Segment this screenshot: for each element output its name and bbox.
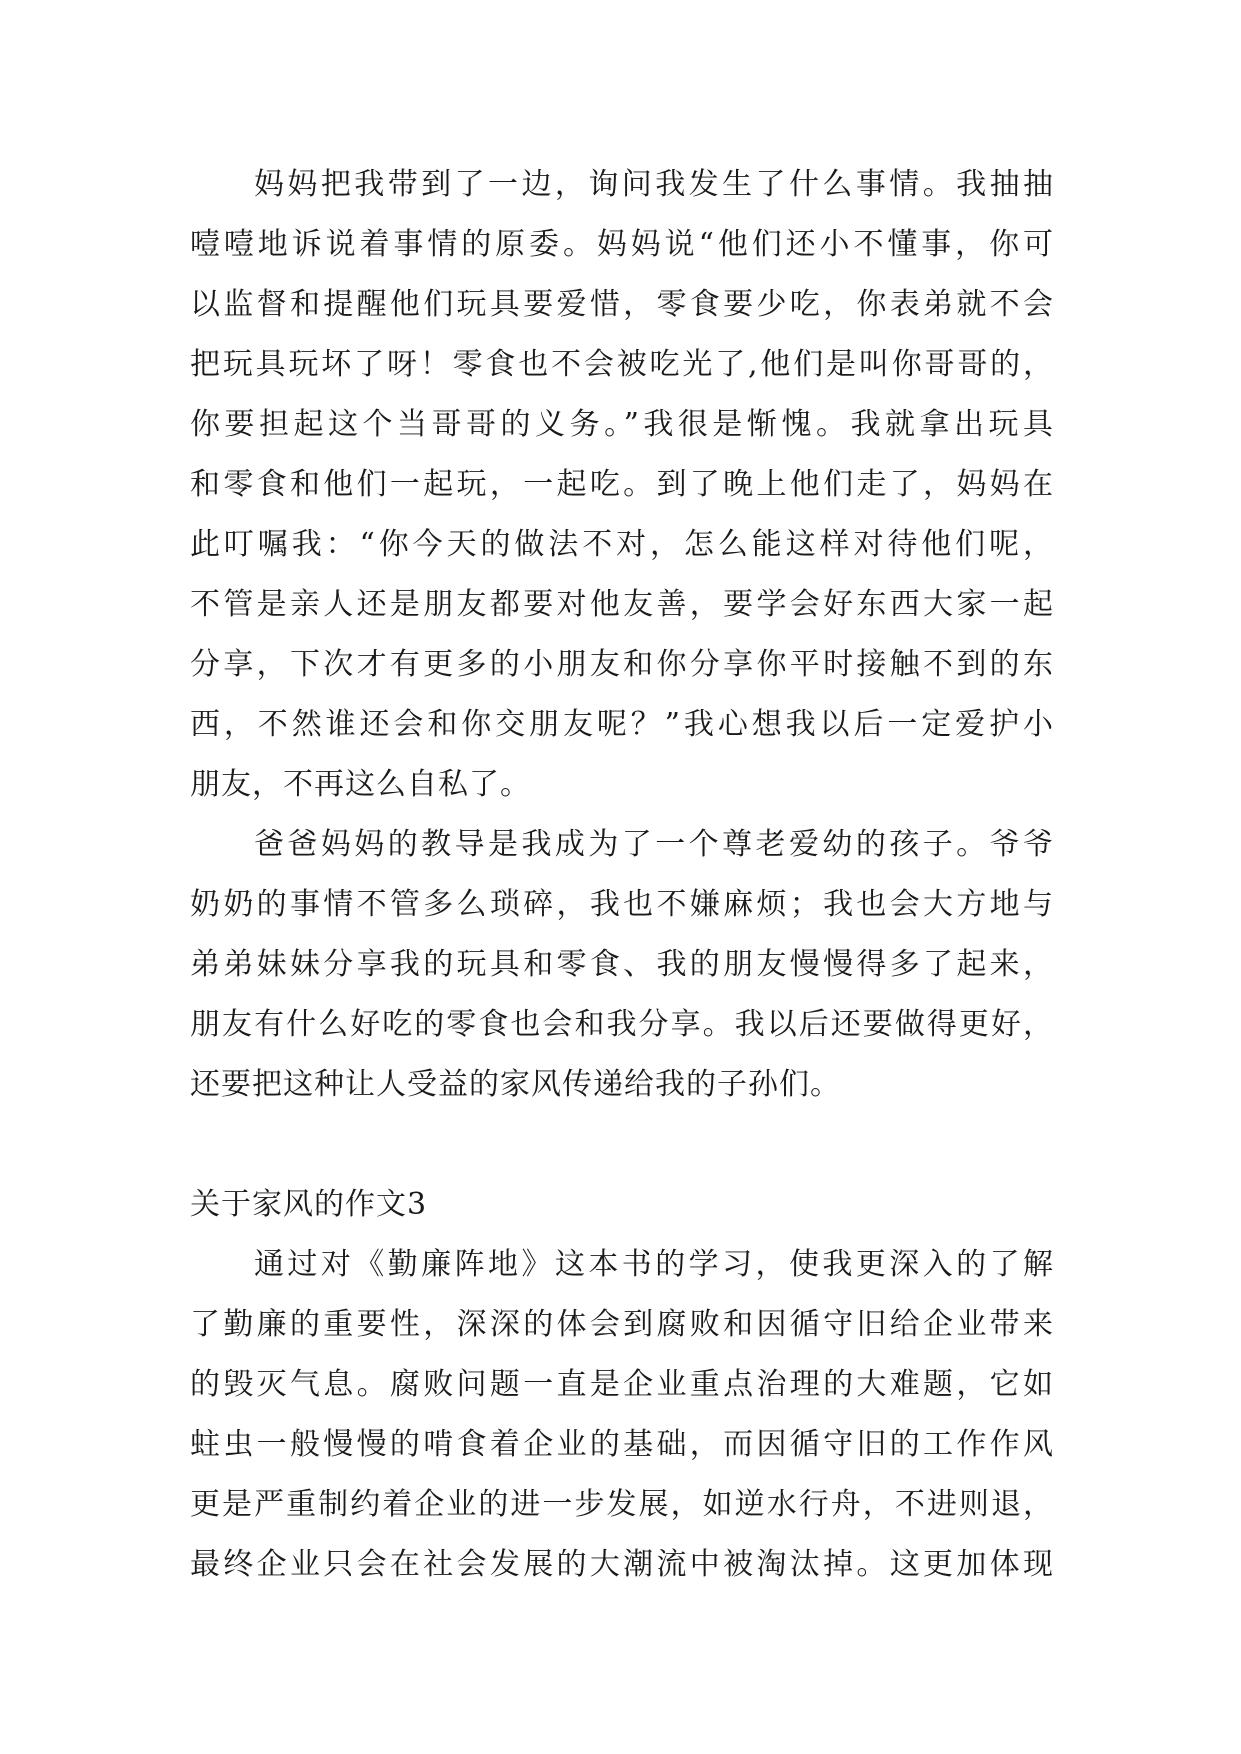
paragraph-line: 还要把这种让人受益的家风传递给我的子孙们。 <box>190 1067 841 1102</box>
paragraph-2 <box>190 815 1054 1115</box>
paragraph-line: 了勤廉的重要性，深深的体会到腐败和因循守旧给企业带来 <box>190 1307 1054 1342</box>
section-heading: 关于家风的作文3 <box>190 1187 428 1222</box>
paragraph-3 <box>190 1235 1054 1595</box>
paragraph-line: 蛀虫一般慢慢的啃食着企业的基础，而因循守旧的工作作风 <box>190 1427 1054 1462</box>
paragraph-line: 噎噎地诉说着事情的原委。妈妈说“他们还小不懂事，你可 <box>190 227 1054 262</box>
paragraph-line: 分享，下次才有更多的小朋友和你分享你平时接触不到的东 <box>190 647 1054 682</box>
section-gap <box>190 1115 1054 1175</box>
paragraph-line: 弟弟妹妹分享我的玩具和零食、我的朋友慢慢得多了起来， <box>190 947 1054 982</box>
paragraph-line: 朋友，不再这么自私了。 <box>190 767 531 802</box>
paragraph-line: 最终企业只会在社会发展的大潮流中被淘汰掉。这更加体现 <box>190 1547 1054 1582</box>
paragraph-line: 爸爸妈妈的教导是我成为了一个尊老爱幼的孩子。爷爷 <box>254 827 1054 862</box>
paragraph-line: 西，不然谁还会和你交朋友呢？”我心想我以后一定爱护小 <box>190 707 1054 742</box>
paragraph-line: 此叮嘱我：“你今天的做法不对，怎么能这样对待他们呢， <box>190 527 1054 562</box>
paragraph-line: 妈妈把我带到了一边，询问我发生了什么事情。我抽抽 <box>254 167 1054 202</box>
paragraph-line: 把玩具玩坏了呀！零食也不会被吃光了,他们是叫你哥哥的， <box>190 347 1054 382</box>
paragraph-line: 不管是亲人还是朋友都要对他友善，要学会好东西大家一起 <box>190 587 1054 622</box>
paragraph-1 <box>190 155 1054 815</box>
paragraph-line: 的毁灭气息。腐败问题一直是企业重点治理的大难题，它如 <box>190 1367 1054 1402</box>
paragraph-line: 朋友有什么好吃的零食也会和我分享。我以后还要做得更好， <box>190 1007 1054 1042</box>
paragraph-line: 更是严重制约着企业的进一步发展，如逆水行舟，不进则退， <box>190 1487 1054 1522</box>
paragraph-line: 和零食和他们一起玩，一起吃。到了晚上他们走了，妈妈在 <box>190 467 1054 502</box>
document-body <box>190 155 1054 1595</box>
paragraph-line: 奶奶的事情不管多么琐碎，我也不嫌麻烦；我也会大方地与 <box>190 887 1054 922</box>
paragraph-line: 以监督和提醒他们玩具要爱惜，零食要少吃，你表弟就不会 <box>190 287 1054 322</box>
paragraph-line: 你要担起这个当哥哥的义务。”我很是惭愧。我就拿出玩具 <box>190 407 1054 442</box>
paragraph-line: 通过对《勤廉阵地》这本书的学习，使我更深入的了解 <box>254 1247 1054 1282</box>
